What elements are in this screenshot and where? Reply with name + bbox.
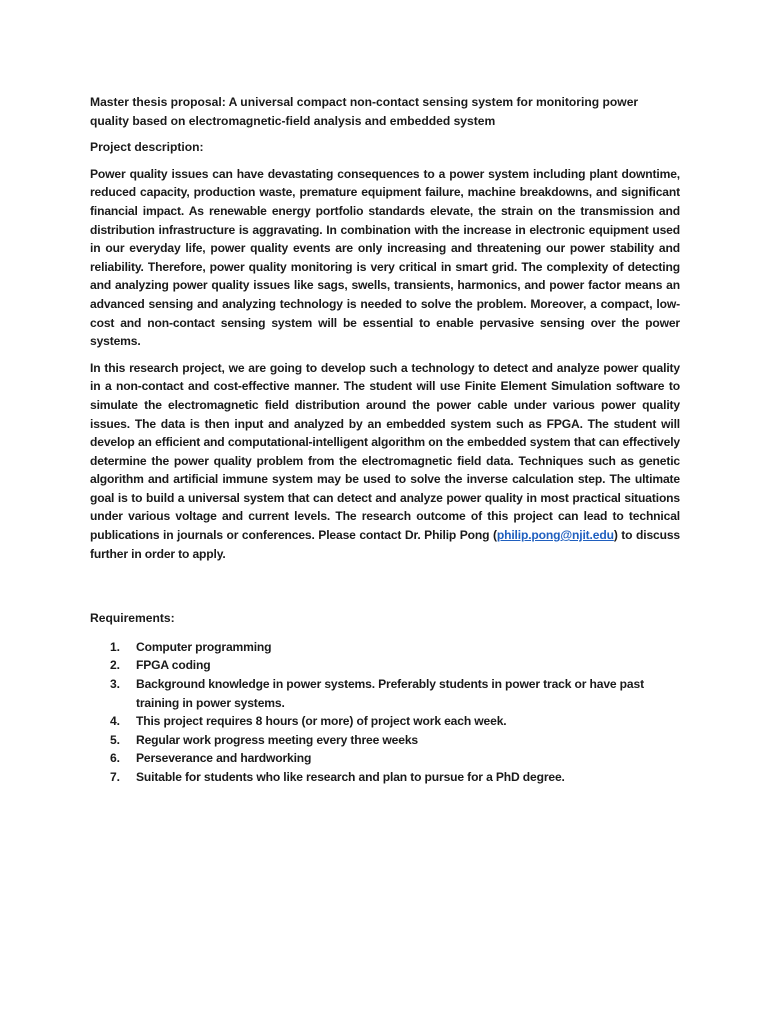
list-item-text: FPGA coding (136, 658, 211, 673)
list-item (90, 675, 680, 712)
requirements-heading: Requirements: (90, 611, 175, 626)
list-item (90, 749, 680, 768)
list-item (90, 656, 680, 675)
contact-email-link[interactable]: philip.pong@njit.edu (496, 528, 614, 543)
list-item-text: Suitable for students who like research and plan to pursue for a PhD degree. (136, 770, 565, 784)
list-item-text: Regular work progress meeting every three weeks (136, 732, 418, 747)
list-number: 5. (110, 732, 120, 747)
list-item-text: This project requires 8 hours (or more) of project work each week. (136, 714, 507, 729)
list-item (90, 638, 680, 657)
list-item (90, 712, 680, 731)
list-number: 4. (110, 714, 120, 729)
paragraph-2-text: In this research project, we are going to develop such a technology to detect and analyze power quality in a non-contact and cost-effective manner. The student will use Finite Element Simulation software to simulate the electromagnetic field distribution around the power cable under various power quality issues. The data is then input and analyzed by an embedded system such as FPGA. The student will develop an efficient and computational-intelligent algorithm on the embedded system that can effectively determine the power quality problem from the electromagnetic field data. Techniques such as genetic algorithm and artificial immune system may be used to solve the inverse calculation step. The ultimate goal is to build a universal system that can detect and analyze power quality in most practical situations under various voltage and current levels. The research outcome of this project can lead to technical publications in journals or conferences. Please contact Dr. Philip Pong ( (90, 360, 680, 543)
project-description-heading: Project description: (90, 140, 204, 155)
list-number: 1. (110, 639, 120, 654)
list-number: 2. (110, 658, 120, 673)
description-paragraph-2 (90, 359, 680, 564)
list-number: 3. (110, 677, 120, 692)
list-item-text: Perseverance and hardworking (136, 751, 312, 766)
document-title: Master thesis proposal: A universal compact non-contact sensing system for monitoring power quality based on electromagnetic-field analysis and embedded system (90, 95, 639, 128)
description-paragraph-1: Power quality issues can have devastating consequences to a power system including plant downtime, reduced capacity, production waste, premature equipment failure, machine breakdowns, and significant financial impact. As renewable energy portfolio standards elevate, the strain on the transmission and distribution infrastructure is aggravating. In combination with the increase in electronic equipment used in our everyday life, power quality events are only increasing and threatening our power stability and reliability. Therefore, power quality monitoring is very critical in smart grid. The complexity of detecting and analyzing power quality issues like sags, swells, transients, harmonics, and power factor means an advanced sensing and analyzing technology is needed to solve the problem. Moreover, a compact, low-cost and non-contact sensing system will be essential to enable pervasive sensing over the power systems. (90, 166, 680, 349)
paragraph-2-tail: ) to discuss further in order to apply. (90, 528, 680, 561)
list-item (90, 731, 680, 750)
list-item-text: Background knowledge in power systems. Preferably students in power track or have past training in power systems. (136, 677, 644, 710)
list-number: 7. (110, 770, 120, 784)
section-spacer (90, 571, 680, 609)
requirements-list (90, 638, 680, 787)
list-item-text: Computer programming (136, 639, 272, 654)
document-page (90, 93, 680, 787)
list-number: 6. (110, 751, 120, 766)
list-item (90, 768, 680, 787)
